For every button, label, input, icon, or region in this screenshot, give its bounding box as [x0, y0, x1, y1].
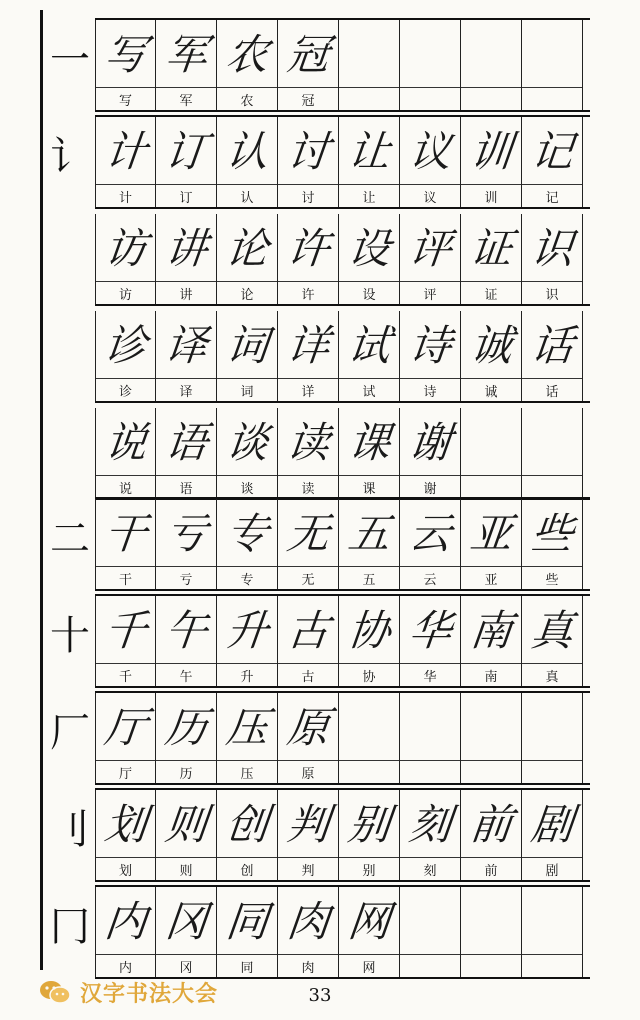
handwritten-character: 云: [406, 509, 453, 558]
page-number: 33: [308, 985, 332, 1006]
character-cell: [156, 499, 217, 589]
character-row: [95, 20, 590, 112]
printed-character: 谢: [400, 475, 460, 498]
character-cell: [217, 20, 278, 110]
printed-character: 订: [156, 184, 216, 207]
printed-character: 词: [217, 378, 277, 401]
printed-character: [461, 475, 521, 498]
character-cell: [278, 408, 339, 498]
handwritten-character: [458, 889, 524, 949]
printed-character: 诗: [400, 378, 460, 401]
character-cell: [400, 408, 461, 498]
printed-character: 论: [217, 281, 277, 304]
printed-character: 别: [339, 857, 399, 880]
handwritten-character: 午: [162, 606, 209, 655]
character-cell: [95, 887, 156, 977]
character-cell: [461, 693, 522, 783]
printed-character: 古: [278, 663, 338, 686]
radical-label: 二: [50, 516, 90, 562]
handwritten-character: 历: [162, 703, 209, 752]
character-cell: [156, 887, 217, 977]
handwritten-character: [519, 695, 585, 755]
handwritten-character: 评: [406, 224, 453, 273]
printed-character: [522, 954, 582, 977]
radical-section: [95, 885, 590, 979]
character-cell: [522, 20, 583, 110]
handwritten-character: 谈: [223, 418, 270, 467]
handwritten-character: [458, 695, 524, 755]
radical-label: 冂: [50, 904, 90, 950]
handwritten-character: [336, 695, 402, 755]
printed-character: 压: [217, 760, 277, 783]
printed-character: 讨: [278, 184, 338, 207]
printed-character: 南: [461, 663, 521, 686]
printed-character: 协: [339, 663, 399, 686]
character-cell: [400, 20, 461, 110]
handwritten-character: 访: [102, 224, 149, 273]
character-cell: [522, 887, 583, 977]
printed-character: [400, 954, 460, 977]
handwritten-character: 无: [284, 509, 331, 558]
character-cell: [522, 117, 583, 207]
character-cell: [522, 499, 583, 589]
printed-character: 许: [278, 281, 338, 304]
handwritten-character: 干: [102, 509, 149, 558]
character-cell: [339, 20, 400, 110]
handwritten-character: [458, 22, 524, 82]
character-cell: [339, 214, 400, 304]
character-row: [95, 693, 590, 785]
radical-section: [95, 691, 590, 785]
printed-character: 讲: [156, 281, 216, 304]
handwritten-character: 亚: [467, 509, 514, 558]
handwritten-character: [519, 889, 585, 949]
printed-character: 认: [217, 184, 277, 207]
handwritten-character: 话: [528, 321, 575, 370]
character-cell: [278, 887, 339, 977]
handwritten-character: 别: [345, 800, 392, 849]
wechat-icon: [38, 979, 72, 1005]
printed-character: 专: [217, 566, 277, 589]
handwritten-character: 冠: [284, 30, 331, 79]
handwritten-character: 语: [162, 418, 209, 467]
printed-character: [339, 87, 399, 110]
handwritten-character: 内: [102, 897, 149, 946]
printed-character: 评: [400, 281, 460, 304]
printed-character: 则: [156, 857, 216, 880]
character-cell: [217, 311, 278, 401]
watermark-logo: [38, 975, 218, 1009]
character-cell: [156, 596, 217, 686]
character-cell: [461, 20, 522, 110]
character-cell: [217, 408, 278, 498]
character-cell: [339, 790, 400, 880]
printed-character: 亏: [156, 566, 216, 589]
character-cell: [339, 117, 400, 207]
handwritten-character: [519, 410, 585, 470]
character-cell: [156, 311, 217, 401]
radical-section: [95, 497, 590, 591]
handwritten-character: 肉: [284, 897, 331, 946]
handwritten-character: 军: [162, 30, 209, 79]
handwritten-character: 设: [345, 224, 392, 273]
handwritten-character: 认: [223, 127, 270, 176]
character-cell: [339, 596, 400, 686]
handwritten-character: 计: [102, 127, 149, 176]
printed-character: 些: [522, 566, 582, 589]
printed-character: [461, 760, 521, 783]
handwritten-character: 议: [406, 127, 453, 176]
printed-character: 同: [217, 954, 277, 977]
character-cell: [278, 214, 339, 304]
handwritten-character: 南: [467, 606, 514, 655]
character-row: [95, 887, 590, 979]
handwritten-character: 亏: [162, 509, 209, 558]
character-row: [95, 499, 590, 591]
printed-character: 五: [339, 566, 399, 589]
handwritten-character: 论: [223, 224, 270, 273]
character-cell: [278, 693, 339, 783]
printed-character: 试: [339, 378, 399, 401]
printed-character: 判: [278, 857, 338, 880]
character-cell: [217, 693, 278, 783]
character-cell: [400, 693, 461, 783]
handwritten-character: 诗: [406, 321, 453, 370]
character-cell: [95, 596, 156, 686]
printed-character: 原: [278, 760, 338, 783]
printed-character: [400, 87, 460, 110]
character-cell: [278, 790, 339, 880]
character-row: [95, 408, 590, 500]
printed-character: 谈: [217, 475, 277, 498]
handwritten-character: 原: [284, 703, 331, 752]
printed-character: 干: [96, 566, 155, 589]
character-cell: [461, 499, 522, 589]
printed-character: [522, 760, 582, 783]
handwritten-character: [397, 22, 463, 82]
printed-character: 识: [522, 281, 582, 304]
printed-character: 计: [96, 184, 155, 207]
printed-character: 详: [278, 378, 338, 401]
character-cell: [400, 117, 461, 207]
radical-label: 厂: [50, 710, 90, 756]
handwritten-character: 译: [162, 321, 209, 370]
handwritten-character: 农: [223, 30, 270, 79]
character-cell: [461, 214, 522, 304]
character-cell: [400, 214, 461, 304]
handwritten-character: 识: [528, 224, 575, 273]
handwritten-character: 课: [345, 418, 392, 467]
printed-character: 诚: [461, 378, 521, 401]
handwritten-character: 真: [528, 606, 575, 655]
handwritten-character: [519, 22, 585, 82]
handwritten-character: 讨: [284, 127, 331, 176]
printed-character: 前: [461, 857, 521, 880]
character-cell: [156, 214, 217, 304]
character-cell: [522, 790, 583, 880]
handwritten-character: 厅: [102, 703, 149, 752]
handwritten-character: 前: [467, 800, 514, 849]
handwritten-character: 冈: [162, 897, 209, 946]
character-cell: [95, 117, 156, 207]
printed-character: 训: [461, 184, 521, 207]
printed-character: 设: [339, 281, 399, 304]
handwritten-character: 五: [345, 509, 392, 558]
character-cell: [278, 499, 339, 589]
character-cell: [156, 693, 217, 783]
character-cell: [156, 20, 217, 110]
character-cell: [95, 408, 156, 498]
handwritten-character: 证: [467, 224, 514, 273]
printed-character: 午: [156, 663, 216, 686]
handwritten-character: 千: [102, 606, 149, 655]
handwritten-character: 压: [223, 703, 270, 752]
logo-text: 汉字书法大会: [80, 981, 219, 1007]
character-cell: [522, 596, 583, 686]
printed-character: [461, 954, 521, 977]
character-cell: [522, 214, 583, 304]
character-cell: [400, 311, 461, 401]
character-cell: [339, 887, 400, 977]
character-cell: [278, 311, 339, 401]
handwritten-character: 训: [467, 127, 514, 176]
character-cell: [95, 214, 156, 304]
handwritten-character: 刻: [406, 800, 453, 849]
character-cell: [400, 887, 461, 977]
printed-character: [400, 760, 460, 783]
character-cell: [278, 20, 339, 110]
character-cell: [522, 408, 583, 498]
handwritten-character: 协: [345, 606, 392, 655]
printed-character: 冈: [156, 954, 216, 977]
handwritten-character: 订: [162, 127, 209, 176]
printed-character: 网: [339, 954, 399, 977]
printed-character: 读: [278, 475, 338, 498]
radical-label: 一: [50, 37, 90, 83]
radical-section: [95, 18, 590, 112]
handwritten-character: 谢: [406, 418, 453, 467]
printed-character: 剧: [522, 857, 582, 880]
character-cell: [461, 887, 522, 977]
printed-character: 刻: [400, 857, 460, 880]
character-cell: [217, 596, 278, 686]
handwritten-character: 试: [345, 321, 392, 370]
handwritten-character: 诊: [102, 321, 149, 370]
character-cell: [461, 311, 522, 401]
printed-character: [339, 760, 399, 783]
handwritten-character: 诚: [467, 321, 514, 370]
printed-character: [461, 87, 521, 110]
printed-character: 肉: [278, 954, 338, 977]
character-cell: [461, 596, 522, 686]
handwritten-character: 华: [406, 606, 453, 655]
radical-section: [95, 115, 590, 500]
character-cell: [461, 790, 522, 880]
character-cell: [522, 693, 583, 783]
printed-character: 历: [156, 760, 216, 783]
character-cell: [400, 596, 461, 686]
printed-character: 访: [96, 281, 155, 304]
character-row: [95, 311, 590, 403]
printed-character: 冠: [278, 87, 338, 110]
radical-section: [95, 594, 590, 688]
handwritten-character: 划: [102, 800, 149, 849]
printed-character: 划: [96, 857, 155, 880]
handwritten-character: 创: [223, 800, 270, 849]
handwritten-character: 些: [528, 509, 575, 558]
character-cell: [339, 311, 400, 401]
character-cell: [339, 693, 400, 783]
handwritten-character: 让: [345, 127, 392, 176]
printed-character: [522, 87, 582, 110]
character-cell: [217, 117, 278, 207]
handwritten-character: [397, 889, 463, 949]
printed-character: 升: [217, 663, 277, 686]
character-cell: [95, 790, 156, 880]
character-cell: [95, 693, 156, 783]
handwritten-character: [458, 410, 524, 470]
handwritten-character: 剧: [528, 800, 575, 849]
printed-character: 军: [156, 87, 216, 110]
printed-character: [522, 475, 582, 498]
character-row: [95, 596, 590, 688]
printed-character: 千: [96, 663, 155, 686]
printed-character: 课: [339, 475, 399, 498]
handwritten-character: 同: [223, 897, 270, 946]
printed-character: 记: [522, 184, 582, 207]
handwritten-character: 词: [223, 321, 270, 370]
handwritten-character: 读: [284, 418, 331, 467]
handwritten-character: 说: [102, 418, 149, 467]
character-cell: [156, 408, 217, 498]
character-cell: [278, 596, 339, 686]
radical-label: 讠: [50, 134, 90, 180]
handwritten-character: 记: [528, 127, 575, 176]
handwritten-character: 则: [162, 800, 209, 849]
printed-character: 诊: [96, 378, 155, 401]
printed-character: 说: [96, 475, 155, 498]
character-cell: [400, 790, 461, 880]
handwritten-character: [336, 22, 402, 82]
printed-character: 农: [217, 87, 277, 110]
handwritten-character: [397, 695, 463, 755]
printed-character: 语: [156, 475, 216, 498]
character-cell: [461, 117, 522, 207]
handwritten-character: 专: [223, 509, 270, 558]
character-cell: [461, 408, 522, 498]
handwritten-character: 许: [284, 224, 331, 273]
handwritten-character: 详: [284, 321, 331, 370]
handwritten-character: 网: [345, 897, 392, 946]
character-row: [95, 790, 590, 882]
printed-character: 无: [278, 566, 338, 589]
character-cell: [156, 790, 217, 880]
character-cell: [522, 311, 583, 401]
printed-character: 证: [461, 281, 521, 304]
radical-section: [95, 788, 590, 882]
character-cell: [339, 499, 400, 589]
radical-label: 十: [50, 613, 90, 659]
radical-label: 刂: [50, 807, 90, 853]
character-row: [95, 214, 590, 306]
printed-character: 华: [400, 663, 460, 686]
printed-character: 译: [156, 378, 216, 401]
handwritten-character: 古: [284, 606, 331, 655]
character-cell: [217, 887, 278, 977]
printed-character: 话: [522, 378, 582, 401]
handwritten-character: 升: [223, 606, 270, 655]
character-cell: [400, 499, 461, 589]
character-cell: [278, 117, 339, 207]
printed-character: 写: [96, 87, 155, 110]
character-cell: [217, 214, 278, 304]
printed-character: 议: [400, 184, 460, 207]
printed-character: 云: [400, 566, 460, 589]
character-cell: [95, 20, 156, 110]
printed-character: 亚: [461, 566, 521, 589]
printed-character: 让: [339, 184, 399, 207]
character-cell: [95, 499, 156, 589]
character-row: [95, 117, 590, 209]
printed-character: 厅: [96, 760, 155, 783]
character-cell: [95, 311, 156, 401]
character-cell: [339, 408, 400, 498]
printed-character: 内: [96, 954, 155, 977]
handwritten-character: 写: [102, 30, 149, 79]
handwritten-character: 讲: [162, 224, 209, 273]
character-cell: [156, 117, 217, 207]
handwritten-character: 判: [284, 800, 331, 849]
printed-character: 真: [522, 663, 582, 686]
character-cell: [217, 790, 278, 880]
printed-character: 创: [217, 857, 277, 880]
character-cell: [217, 499, 278, 589]
